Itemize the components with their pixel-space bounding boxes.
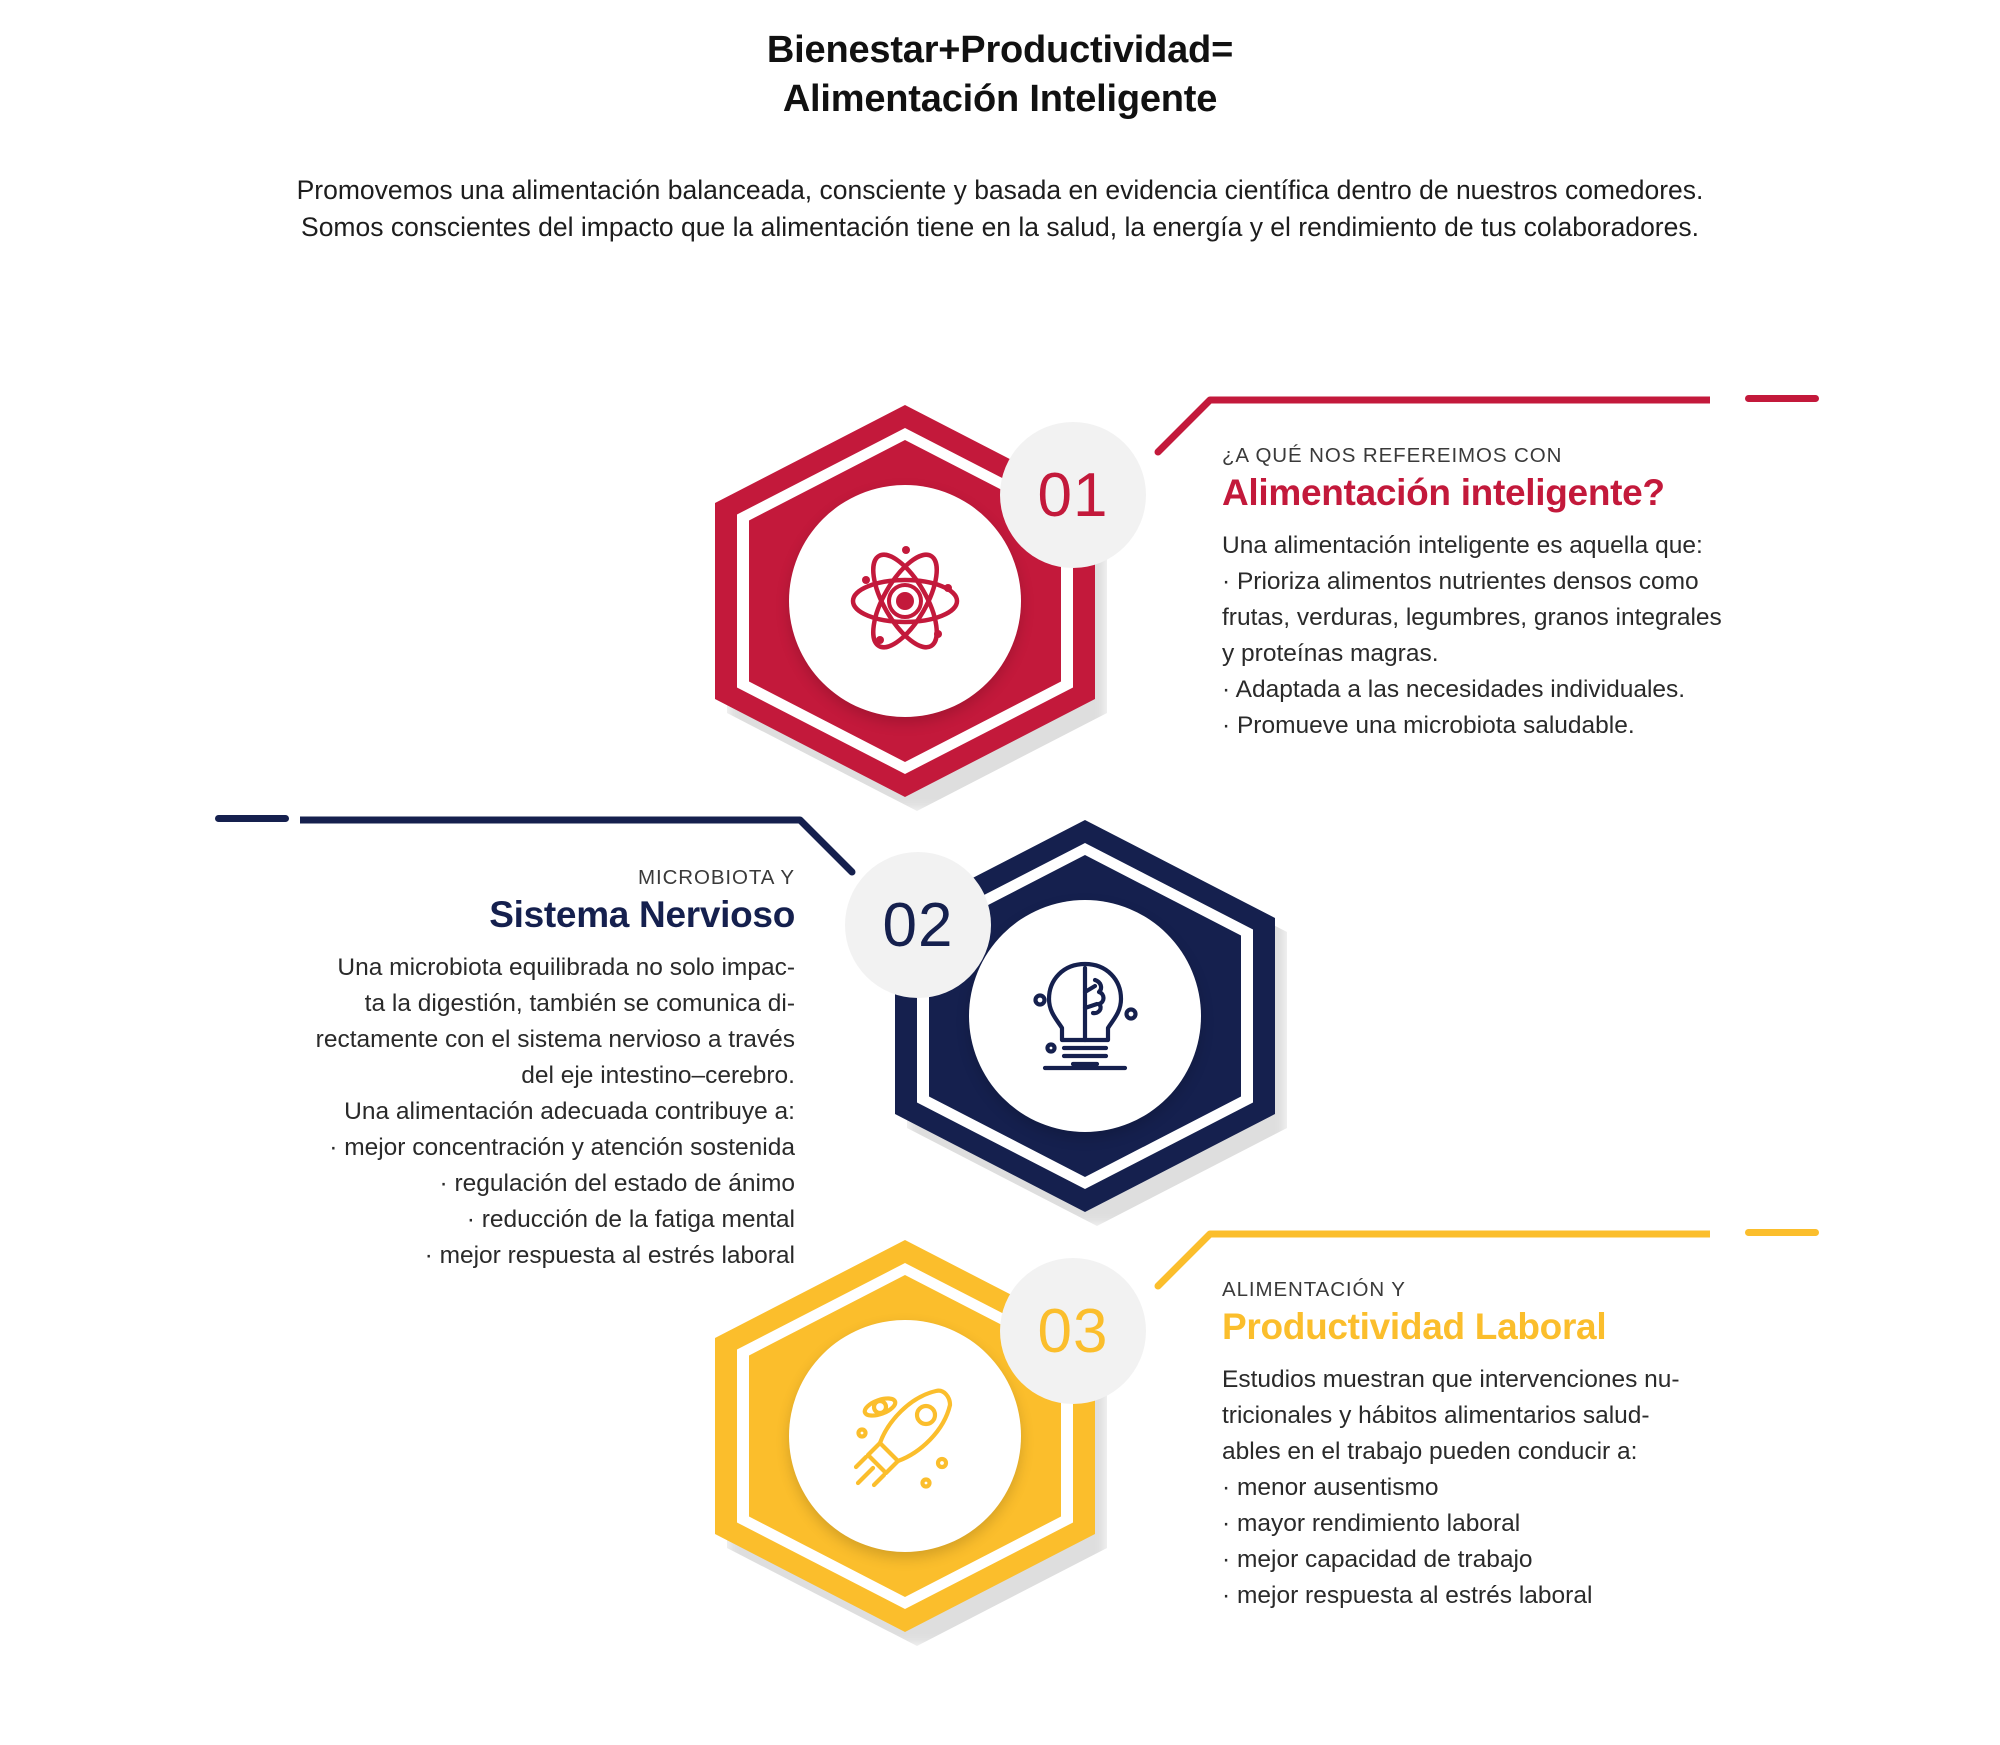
step-body-line: · Promueve una microbiota saludable. (1222, 712, 1635, 739)
atom-icon (840, 536, 970, 666)
step-body-line: · mejor concentración y atención sostenida (329, 1134, 795, 1161)
icon-disc-01 (789, 485, 1021, 717)
step-body-line: Estudios muestran que intervenciones nu- (1222, 1366, 1680, 1393)
step-body-line: ta la digestión, también se comunica di- (364, 990, 795, 1017)
page-title (0, 26, 2000, 123)
step-body-line: · menor ausentismo (1222, 1474, 1439, 1501)
step-body-line: · mejor capacidad de trabajo (1222, 1546, 1533, 1573)
step-eyebrow-02: MICROBIOTA Y (638, 866, 795, 889)
intro-line-1: Promovemos una alimentación balanceada, consciente y basada en evidencia científica dentro de nuestros comedores. (296, 175, 1704, 205)
icon-disc-02 (969, 900, 1201, 1132)
step-number-badge-03 (1000, 1258, 1146, 1404)
step-body-line: · Prioriza alimentos nutrientes densos como (1222, 568, 1699, 595)
step-body-line: Una alimentación inteligente es aquella que: (1222, 532, 1703, 559)
step-text-03 (1222, 1278, 1842, 1614)
connector-dash-01 (1745, 395, 1819, 402)
step-body-line: rectamente con el sistema nervioso a través (315, 1026, 795, 1053)
step-number-03: 03 (1037, 1296, 1109, 1366)
step-eyebrow-01: ¿A QUÉ NOS REFEREIMOS CON (1222, 444, 1563, 467)
step-body-line: del eje intestino–cerebro. (521, 1062, 795, 1089)
step-body-line: · reducción de la fatiga mental (466, 1206, 795, 1233)
step-body-line: · Adaptada a las necesidades individuales. (1222, 676, 1686, 703)
step-body-line: · regulación del estado de ánimo (439, 1170, 795, 1197)
step-body-line: Una alimentación adecuada contribuye a: (344, 1098, 795, 1125)
step-body-line: · mejor respuesta al estrés laboral (1222, 1582, 1593, 1609)
connector-dash-03 (1745, 1229, 1819, 1236)
step-text-02 (195, 866, 795, 1274)
icon-disc-03 (789, 1320, 1021, 1552)
step-body-line: y proteínas magras. (1222, 640, 1439, 667)
step-text-01 (1222, 444, 1852, 744)
step-number-02: 02 (882, 890, 954, 960)
step-number-badge-02 (845, 852, 991, 998)
step-body-line: Una microbiota equilibrada no solo impac- (337, 954, 795, 981)
step-title-02: Sistema Nervioso (489, 894, 795, 935)
step-eyebrow-03: ALIMENTACIÓN Y (1222, 1278, 1406, 1301)
step-body-line: · mayor rendimiento laboral (1222, 1510, 1521, 1537)
intro-paragraph (0, 172, 2000, 245)
step-body-line: frutas, verduras, legumbres, granos integrales (1222, 604, 1722, 631)
step-body-01 (1222, 528, 1852, 744)
connector-dash-02 (215, 815, 289, 822)
step-number-01: 01 (1037, 460, 1109, 530)
step-title-03: Productividad Laboral (1222, 1306, 1607, 1347)
step-title-01: Alimentación inteligente? (1222, 472, 1665, 513)
brain-bulb-icon (1021, 952, 1149, 1080)
step-body-02 (195, 950, 795, 1274)
step-body-line: tricionales y hábitos alimentarios salud- (1222, 1402, 1650, 1429)
step-body-line: · mejor respuesta al estrés laboral (424, 1242, 795, 1269)
page-header (0, 26, 2000, 123)
step-number-badge-01 (1000, 422, 1146, 568)
step-body-line: ables en el trabajo pueden conducir a: (1222, 1438, 1638, 1465)
rocket-icon (840, 1371, 970, 1501)
page-title-line-2: Alimentación Inteligente (782, 77, 1218, 120)
intro-line-2: Somos conscientes del impacto que la alimentación tiene en la salud, la energía y el rendimiento de tus colaboradores. (301, 211, 1699, 242)
page-title-line-1: Bienestar+Productividad= (766, 29, 1234, 71)
step-body-03 (1222, 1362, 1842, 1614)
